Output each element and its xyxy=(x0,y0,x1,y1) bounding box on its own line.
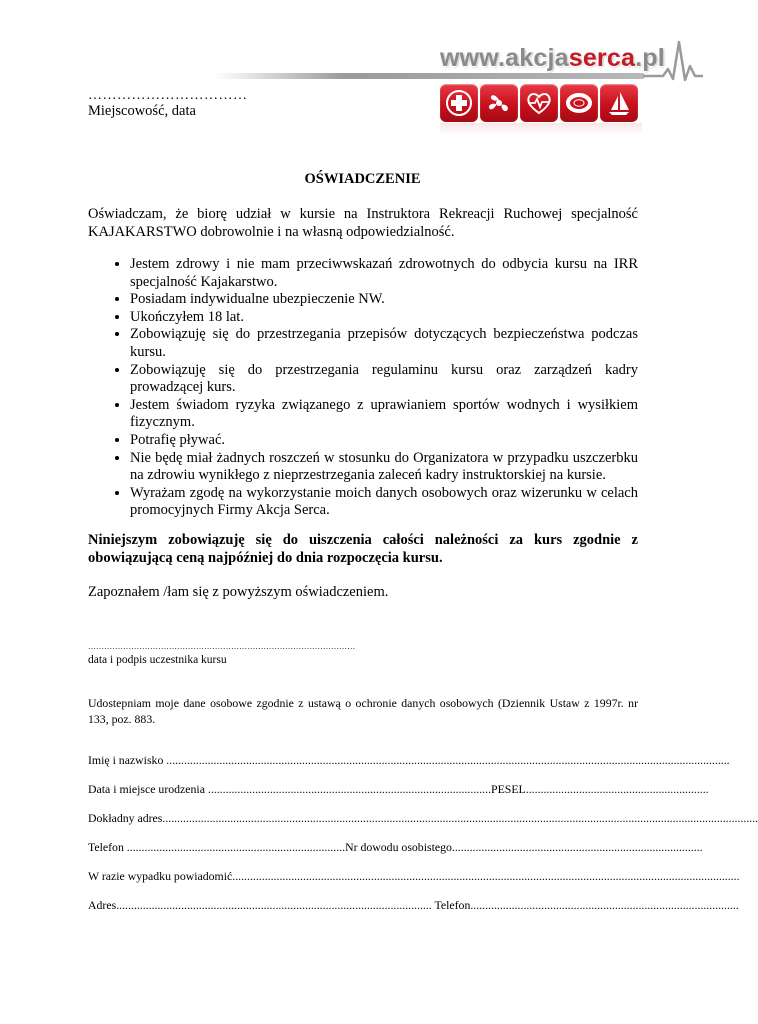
website-logo-text[interactable] xyxy=(440,43,665,73)
field-label-pesel: PESEL xyxy=(491,782,526,796)
list-item: • Nie będę miał żadnych roszczeń w stosunku do Organizatora w przypadku uszczerbku na zdrowiu wynikłego z nieprzestrzegania zaleceń kadry instruktorskiej na kursie. xyxy=(130,450,638,485)
first-aid-cross-icon xyxy=(440,84,478,122)
place-date-dots: …………………………… xyxy=(88,88,248,103)
signature-line[interactable]: ................................................................................................... xyxy=(88,641,356,651)
field-label-phone: Telefon xyxy=(88,840,124,854)
field-label-name: Imię i nazwisko xyxy=(88,753,164,767)
field-label-birth: Data i miejsce urodzenia xyxy=(88,782,205,796)
list-item: • Posiadam indywidualne ubezpieczenie NW. xyxy=(130,291,638,309)
form-field-phone-id[interactable]: Telefon ..........................................................................Nr dowodu osobistego..................................................................................... xyxy=(88,840,703,854)
acknowledgement-text: Zapoznałem /łam się z powyższym oświadczeniem. xyxy=(88,584,389,600)
logo-icon-row xyxy=(440,84,638,122)
data-consent-text: Udostepniam moje dane osobowe zgodnie z ustawą o ochronie danych osobowych (Dziennik Ustaw z 1997r. nr 133, poz. 883. xyxy=(88,696,638,726)
intro-paragraph: Oświadczam, że biorę udział w kursie na Instruktora Rekreacji Ruchowej specjalność KAJAKARSTWO dobrowolnie i na własną odpowiedzialność. xyxy=(88,206,638,240)
logo-text-prefix: www.akcja xyxy=(440,44,569,72)
signature-label: data i podpis uczestnika kursu xyxy=(88,654,227,666)
field-label-emergency-phone: Telefon xyxy=(434,898,471,912)
heartbeat-wave-icon xyxy=(643,36,703,84)
header-divider-line xyxy=(215,73,645,79)
lifebuoy-icon xyxy=(560,84,598,122)
form-field-name[interactable]: Imię i nazwisko ............................................................................................................................................................................................... xyxy=(88,753,730,767)
propeller-icon xyxy=(480,84,518,122)
place-date-label: Miejscowość, data xyxy=(88,103,196,119)
field-label-id-number: Nr dowodu osobistego xyxy=(345,840,452,854)
list-item: • Jestem zdrowy i nie mam przeciwwskazań zdrowotnych do odbycia kursu na IRR specjalność Kajakarstwo. xyxy=(130,256,638,291)
field-label-emergency: W razie wypadku powiadomić xyxy=(88,869,233,883)
logo-text-suffix: .pl xyxy=(635,44,665,72)
logo-text-accent: serca xyxy=(568,44,636,72)
form-field-birth-pesel[interactable]: Data i miejsce urodzenia ................................................................................................PESEL.............................................................. xyxy=(88,782,709,796)
form-field-emergency-contact[interactable]: W razie wypadku powiadomić............................................................................................................................................................................ xyxy=(88,869,740,883)
payment-notice: Niniejszym zobowiązuję się do uiszczenia całości należności za kurs zgodnie z obowiązującą ceną najpóźniej do dnia rozpoczęcia kursu. xyxy=(88,532,638,566)
document-title: OŚWIADCZENIE xyxy=(304,171,421,187)
field-label-emergency-address: Adres xyxy=(88,898,117,912)
form-field-address[interactable]: Dokładny adres.......................................................................................................................................................................................................... xyxy=(88,811,758,825)
form-field-emergency-address-phone[interactable]: Adres........................................................................................................... Telefon........................................................................................... xyxy=(88,898,739,912)
list-item: • Jestem świadom ryzyka związanego z uprawianiem sportów wodnych i wysiłkiem fizycznym. xyxy=(130,397,638,432)
logo-reflection xyxy=(440,123,642,135)
list-item: • Ukończyłem 18 lat. xyxy=(130,309,638,327)
field-label-address: Dokładny adres xyxy=(88,811,163,825)
list-item: • Zobowiązuję się do przestrzegania przepisów dotyczących bezpieczeństwa podczas kursu. xyxy=(130,326,638,361)
list-item: • Wyrażam zgodę na wykorzystanie moich danych osobowych oraz wizerunku w celach promocyjnych Firmy Akcja Serca. xyxy=(130,485,638,520)
list-item: • Potrafię pływać. xyxy=(130,432,638,450)
statements-list xyxy=(88,256,638,520)
list-item: • Zobowiązuję się do przestrzegania regulaminu kursu oraz zarządzeń kadry prowadzącej kurs. xyxy=(130,362,638,397)
sailboat-icon xyxy=(600,84,638,122)
heart-pulse-icon xyxy=(520,84,558,122)
